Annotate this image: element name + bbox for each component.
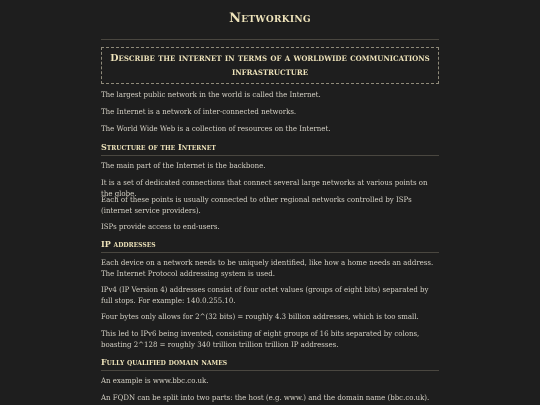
ip-paragraph: This led to IPv6 being invented, consisting of eight groups of 16 bits separated by colons, boasting 2^128 = roughly 340 trillion trillion trillion IP addresses. xyxy=(101,330,420,349)
section-heading-box: Describe the internet in terms of a worldwide communications infrastructure xyxy=(101,47,439,84)
title-divider xyxy=(101,39,439,40)
article xyxy=(101,0,439,402)
ip-paragraph: Four bytes only allows for 2^(32 bits) = roughly 4.3 billion addresses, which is too small. xyxy=(101,313,419,321)
intro-paragraph: The Internet is a network of inter-connected networks. xyxy=(101,108,297,116)
ip-paragraph: Each device on a network needs to be uniquely identified, like how a home needs an address. The Internet Protocol addressing system is used. xyxy=(101,259,434,278)
fqdn-paragraph: An example is www.bbc.co.uk. xyxy=(101,377,209,385)
structure-paragraph: The main part of the Internet is the backbone. xyxy=(101,162,266,170)
page-title: Networking xyxy=(229,11,311,26)
heading-structure: Structure of the Internet xyxy=(101,142,439,156)
structure-paragraph: ISPs provide access to end-users. xyxy=(101,223,220,231)
structure-paragraph: It is a set of dedicated connections that connect several large networks at various points on the globe. xyxy=(101,179,428,198)
heading-ip-addresses: IP addresses xyxy=(101,239,439,253)
structure-paragraph: Each of these points is usually connected to other regional networks controlled by ISPs (internet service providers). xyxy=(101,196,412,215)
ip-paragraph: IPv4 (IP Version 4) addresses consist of four octet values (groups of eight bits) separated by full stops. For example: 140.0.255.10. xyxy=(101,286,429,305)
fqdn-paragraph: An FQDN can be split into two parts: the host (e.g. www.) and the domain name (bbc.co.uk). xyxy=(101,394,430,402)
heading-fqdn: Fully qualified domain names xyxy=(101,357,439,371)
intro-paragraph: The World Wide Web is a collection of resources on the Internet. xyxy=(101,125,331,133)
intro-paragraph: The largest public network in the world is called the Internet. xyxy=(101,91,321,99)
